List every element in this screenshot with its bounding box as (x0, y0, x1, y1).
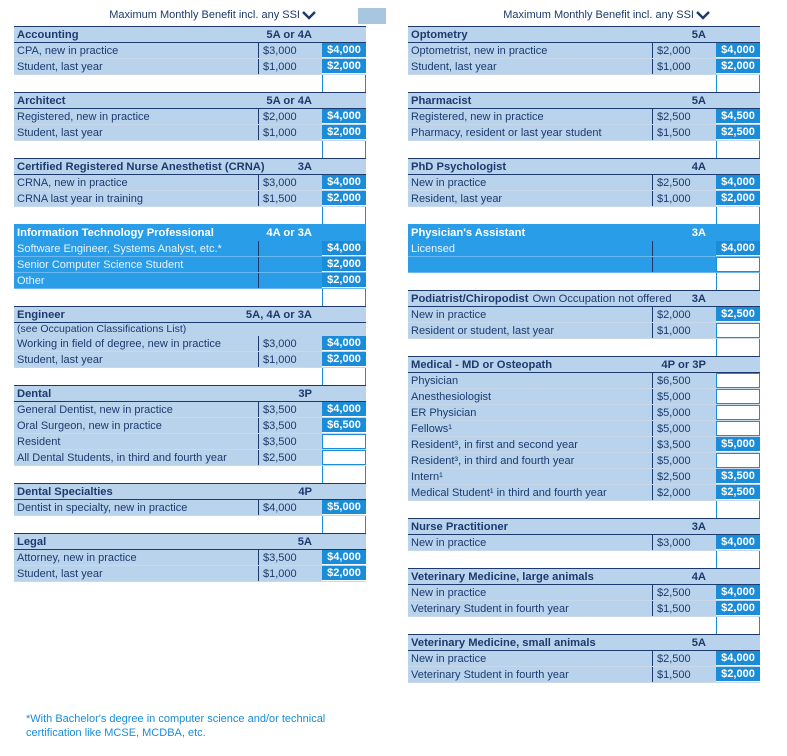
section-title (14, 533, 366, 550)
benefit-row (14, 402, 366, 418)
section-title-note: Own Occupation not offered (532, 292, 672, 305)
alt-benefit-amount: $5,000 (322, 500, 366, 515)
occupation-class-grade: 5A, 4A or 3A (245, 308, 312, 321)
section-spacer (14, 466, 366, 483)
alt-benefit-amount (716, 405, 760, 420)
benefit-header-label: Maximum Monthly Benefit incl. any SSI (503, 9, 694, 21)
section-title-text: Dental (17, 387, 52, 400)
occupation-section (14, 224, 366, 289)
benefit-row-label: Medical Student¹ in third and fourth year (411, 486, 607, 499)
alt-benefit-amount (716, 373, 760, 388)
benefit-row (14, 109, 366, 125)
alt-column-gap (716, 273, 760, 290)
occupation-class-grade: 5A (691, 94, 706, 107)
benefit-amount: $2,500 (652, 109, 714, 124)
benefit-row (408, 651, 760, 667)
section-spacer (14, 75, 366, 92)
benefit-row (408, 405, 760, 421)
alt-column-gap (322, 368, 366, 385)
section-title (408, 92, 760, 109)
benefit-row (408, 241, 760, 257)
section-title (408, 356, 760, 373)
benefit-amount: $3,000 (258, 175, 320, 190)
occupation-class-grade: 4A or 3A (266, 226, 312, 239)
occupation-section (408, 224, 760, 273)
benefit-row-label: Resident³, in third and fourth year (411, 454, 575, 467)
benefit-amount: $3,000 (652, 535, 714, 550)
section-title-text: Optometry (411, 28, 468, 41)
benefit-row (14, 125, 366, 141)
occupation-section (14, 483, 366, 516)
benefit-amount: $5,000 (652, 405, 714, 420)
alt-benefit-amount: $4,000 (716, 175, 760, 190)
alt-benefit-amount: $2,000 (322, 257, 366, 272)
section-spacer (14, 141, 366, 158)
benefit-amount: $1,000 (258, 566, 320, 581)
benefit-row (14, 418, 366, 434)
alt-benefit-amount: $4,500 (716, 109, 760, 124)
benefit-amount: $3,000 (258, 336, 320, 351)
benefit-row (14, 550, 366, 566)
section-title (14, 483, 366, 500)
section-title (14, 306, 366, 323)
occupation-class-grade: 4A (691, 160, 706, 173)
section-spacer (408, 207, 760, 224)
occupation-section (14, 92, 366, 141)
benefit-row-label: Resident (17, 435, 61, 448)
alt-benefit-amount: $4,000 (322, 550, 366, 565)
benefit-row (408, 59, 760, 75)
occupation-class-grade: 4P or 3P (661, 358, 706, 371)
section-spacer (14, 368, 366, 385)
benefit-row-label: Registered, new in practice (411, 110, 544, 123)
alt-benefit-amount: $4,000 (322, 109, 366, 124)
alt-benefit-amount: $2,000 (716, 191, 760, 206)
alt-benefit-amount (716, 257, 760, 272)
alt-column-gap (322, 516, 366, 533)
benefit-row (14, 175, 366, 191)
benefit-amount: $4,000 (258, 500, 320, 515)
benefit-row-label: New in practice (411, 176, 487, 189)
occupation-class-grade: 4P (298, 485, 312, 498)
benefit-row (408, 667, 760, 683)
section-title-text: Architect (17, 94, 66, 107)
occupation-class-grade: 5A (297, 535, 312, 548)
benefit-row-label: Oral Surgeon, new in practice (17, 419, 162, 432)
benefit-row (408, 125, 760, 141)
benefit-amount: $1,000 (258, 125, 320, 140)
benefit-row-label: Optometrist, new in practice (411, 44, 548, 57)
benefit-amount: $1,000 (652, 191, 714, 206)
alt-benefit-amount (716, 453, 760, 468)
occupation-section (408, 518, 760, 551)
alt-benefit-amount: $2,000 (716, 667, 760, 682)
benefit-amount: $2,500 (652, 175, 714, 190)
alt-benefit-amount: $4,000 (322, 336, 366, 351)
section-spacer (14, 289, 366, 306)
benefit-amount: $2,500 (652, 585, 714, 600)
benefit-row-label: Resident³, in first and second year (411, 438, 578, 451)
benefit-row-label: Anesthesiologist (411, 390, 492, 403)
section-title-text: Pharmacist (411, 94, 472, 107)
section-subtitle: (see Occupation Classifications List) (14, 323, 366, 336)
benefit-amount: $2,500 (652, 651, 714, 666)
occupation-class-grade: 5A (691, 636, 706, 649)
footnote: *With Bachelor's degree in computer science and/or technical certification like MCSE, MCDBA, etc. (26, 713, 326, 739)
section-spacer (408, 273, 760, 290)
benefit-row (408, 109, 760, 125)
alt-benefit-amount: $2,000 (322, 191, 366, 206)
benefit-row (14, 241, 366, 257)
benefit-row (408, 43, 760, 59)
alt-benefit-amount: $2,500 (716, 125, 760, 140)
benefit-row-label: Resident or student, last year (411, 324, 555, 337)
occupation-class-grade: 5A or 4A (266, 28, 312, 41)
alt-benefit-amount: $2,000 (322, 352, 366, 367)
alt-benefit-amount (716, 389, 760, 404)
benefit-amount: $1,500 (652, 125, 714, 140)
right-sections (408, 26, 760, 683)
benefit-row-label: Veterinary Student in fourth year (411, 602, 569, 615)
benefit-row-label: Pharmacy, resident or last year student (411, 126, 602, 139)
benefit-row-label: Physician (411, 374, 459, 387)
alt-benefit-amount: $4,000 (322, 402, 366, 417)
occupation-class-grade: 3A (691, 292, 706, 305)
occupation-class-grade: 5A or 4A (266, 94, 312, 107)
alt-benefit-amount (322, 434, 366, 449)
section-title (408, 518, 760, 535)
benefit-row-label: Student, last year (17, 126, 103, 139)
column-header (14, 6, 366, 26)
alt-column-gap (322, 141, 366, 158)
alt-benefit-amount: $4,000 (716, 241, 760, 256)
chevron-down-icon[interactable] (302, 10, 316, 20)
benefit-row-label: CRNA, new in practice (17, 176, 128, 189)
alt-column-gap (716, 141, 760, 158)
section-title-text: Information Technology Professional (17, 226, 214, 239)
benefit-row (14, 43, 366, 59)
section-title-text: Engineer (17, 308, 65, 321)
benefit-row-label: General Dentist, new in practice (17, 403, 173, 416)
section-title-text: Veterinary Medicine, small animals (411, 636, 596, 649)
benefit-row-label: Intern¹ (411, 470, 443, 483)
section-spacer (14, 516, 366, 533)
benefit-row (14, 352, 366, 368)
alt-benefit-amount (322, 450, 366, 465)
benefit-row (408, 373, 760, 389)
benefit-amount: $5,000 (652, 421, 714, 436)
occupation-section (408, 356, 760, 501)
occupation-section (14, 158, 366, 207)
occupation-class-grade: 5A (691, 28, 706, 41)
benefit-row-label: All Dental Students, in third and fourth year (17, 451, 227, 464)
benefit-amount: $6,500 (652, 373, 714, 388)
alt-benefit-amount: $4,000 (322, 175, 366, 190)
benefit-row (408, 191, 760, 207)
benefit-row-label: Student, last year (17, 60, 103, 73)
occupation-section (14, 533, 366, 582)
column-header (408, 6, 760, 26)
alt-benefit-amount: $5,000 (716, 437, 760, 452)
benefit-row-label: Resident, last year (411, 192, 503, 205)
benefit-row (14, 336, 366, 352)
right-column (408, 6, 760, 683)
section-title-text: Nurse Practitioner (411, 520, 508, 533)
section-title (408, 568, 760, 585)
occupation-class-grade: 4A (691, 570, 706, 583)
benefit-amount (258, 273, 320, 288)
benefit-amount: $3,500 (258, 418, 320, 433)
benefit-row-label: Other (17, 274, 45, 287)
occupation-section (14, 26, 366, 75)
benefit-row (408, 453, 760, 469)
benefit-row (408, 585, 760, 601)
benefit-amount (258, 241, 320, 256)
benefit-amount (258, 257, 320, 272)
benefit-row-label: Working in field of degree, new in practice (17, 337, 222, 350)
section-title-text: Medical - MD or Osteopath (411, 358, 553, 371)
section-spacer (408, 339, 760, 356)
section-spacer (408, 75, 760, 92)
alt-column-gap (322, 466, 366, 483)
benefit-amount: $3,500 (258, 434, 320, 449)
benefit-row (408, 469, 760, 485)
benefit-row-label: New in practice (411, 308, 487, 321)
section-title (408, 158, 760, 175)
benefit-amount: $1,000 (652, 59, 714, 74)
benefit-row (14, 500, 366, 516)
benefit-amount: $2,500 (652, 469, 714, 484)
benefit-row (408, 323, 760, 339)
benefit-row-label: ER Physician (411, 406, 477, 419)
alt-benefit-amount (716, 421, 760, 436)
occupation-section (14, 306, 366, 368)
benefit-amount: $1,000 (258, 352, 320, 367)
benefit-row (408, 257, 760, 273)
left-column (14, 6, 366, 582)
benefit-row-label: CRNA last year in training (17, 192, 143, 205)
benefit-row (408, 421, 760, 437)
alt-benefit-amount: $2,000 (716, 601, 760, 616)
alt-benefit-amount: $4,000 (716, 651, 760, 666)
benefit-row-label: Attorney, new in practice (17, 551, 137, 564)
benefit-amount: $3,000 (258, 43, 320, 58)
benefit-row (14, 434, 366, 450)
benefit-row-label: CPA, new in practice (17, 44, 119, 57)
benefit-row-label: Student, last year (17, 353, 103, 366)
occupation-section (408, 158, 760, 207)
benefit-header-label: Maximum Monthly Benefit incl. any SSI (109, 9, 300, 21)
benefit-row-label: Registered, new in practice (17, 110, 150, 123)
section-title (14, 224, 366, 241)
benefit-amount: $1,500 (652, 601, 714, 616)
occupation-class-grade: 3P (298, 387, 312, 400)
left-sections (14, 26, 366, 582)
benefit-row (408, 601, 760, 617)
benefit-row-label: Licensed (411, 242, 456, 255)
alt-benefit-amount (716, 323, 760, 338)
section-title (408, 634, 760, 651)
benefit-row (14, 450, 366, 466)
alt-column-gap (716, 207, 760, 224)
alt-benefit-amount: $2,000 (322, 59, 366, 74)
benefit-amount: $2,000 (258, 109, 320, 124)
benefit-row (408, 535, 760, 551)
benefit-amount: $2,000 (652, 485, 714, 500)
chevron-down-icon[interactable] (696, 10, 710, 20)
benefit-row-label: Dentist in specialty, new in practice (17, 501, 188, 514)
section-spacer (408, 551, 760, 568)
section-title-text: Physician's Assistant (411, 226, 526, 239)
benefit-amount: $2,000 (652, 43, 714, 58)
benefit-row-label: Fellows¹ (411, 422, 452, 435)
benefit-row (14, 566, 366, 582)
alt-benefit-amount: $2,000 (322, 273, 366, 288)
alt-column-gap (716, 617, 760, 634)
section-spacer (408, 501, 760, 518)
benefit-row (408, 437, 760, 453)
section-title (14, 158, 366, 175)
benefit-amount: $1,500 (258, 191, 320, 206)
section-title-text: Podiatrist/Chiropodist (411, 292, 529, 305)
benefit-row-label: Student, last year (17, 567, 103, 580)
alt-column-gap (716, 75, 760, 92)
alt-benefit-amount: $6,500 (322, 418, 366, 433)
section-title (14, 92, 366, 109)
occupation-section (408, 26, 760, 75)
section-title (408, 290, 760, 307)
section-title (14, 26, 366, 43)
benefit-amount: $2,500 (258, 450, 320, 465)
benefit-amount: $3,500 (258, 550, 320, 565)
benefit-amount: $3,500 (652, 437, 714, 452)
benefit-row-label: New in practice (411, 652, 487, 665)
occupation-section (408, 290, 760, 339)
occupation-class-grade: 3A (297, 160, 312, 173)
section-title-text: Accounting (17, 28, 79, 41)
section-title-text: Certified Registered Nurse Anesthetist (CRNA) (17, 160, 265, 173)
benefit-row-label: Software Engineer, Systems Analyst, etc.* (17, 242, 222, 255)
alt-benefit-amount: $2,500 (716, 485, 760, 500)
occupation-section (408, 92, 760, 141)
occupation-section (408, 568, 760, 617)
section-title-text: PhD Psychologist (411, 160, 507, 173)
alt-column-gap (322, 75, 366, 92)
benefit-amount: $5,000 (652, 453, 714, 468)
occupation-class-grade: 3A (691, 520, 706, 533)
alt-benefit-amount: $2,000 (322, 125, 366, 140)
benefit-row-label: New in practice (411, 536, 487, 549)
alt-column-gap (322, 207, 366, 224)
alt-column-gap (716, 551, 760, 568)
occupation-class-grade: 3A (691, 226, 706, 239)
alt-benefit-amount: $3,500 (716, 469, 760, 484)
benefit-row (408, 485, 760, 501)
alt-benefit-amount: $2,000 (716, 59, 760, 74)
benefit-amount (652, 257, 714, 272)
benefit-row (408, 307, 760, 323)
benefit-row (14, 59, 366, 75)
benefit-row (14, 191, 366, 207)
section-title (408, 224, 760, 241)
section-title (14, 385, 366, 402)
benefit-amount: $1,000 (652, 323, 714, 338)
benefit-row (14, 273, 366, 289)
benefit-row-label: Senior Computer Science Student (17, 258, 184, 271)
alt-column-gap (716, 339, 760, 356)
section-spacer (408, 617, 760, 634)
alt-benefit-amount: $2,500 (716, 307, 760, 322)
alt-benefit-amount: $4,000 (716, 43, 760, 58)
benefit-row (408, 175, 760, 191)
section-title-text: Veterinary Medicine, large animals (411, 570, 594, 583)
alt-column-gap (322, 289, 366, 306)
alt-benefit-amount: $2,000 (322, 566, 366, 581)
benefit-row-label: New in practice (411, 586, 487, 599)
benefit-row-label: Student, last year (411, 60, 497, 73)
benefit-amount: $3,500 (258, 402, 320, 417)
section-spacer (14, 207, 366, 224)
section-spacer (408, 141, 760, 158)
benefit-amount: $2,000 (652, 307, 714, 322)
legend-swatch (358, 8, 386, 24)
benefit-amount: $5,000 (652, 389, 714, 404)
alt-benefit-amount: $4,000 (322, 43, 366, 58)
section-title-text: Dental Specialties (17, 485, 113, 498)
benefit-row-label: Veterinary Student in fourth year (411, 668, 569, 681)
occupation-section (14, 385, 366, 466)
benefit-row (14, 257, 366, 273)
alt-benefit-amount: $4,000 (322, 241, 366, 256)
section-title (408, 26, 760, 43)
benefit-amount (652, 241, 714, 256)
section-title-text: Legal (17, 535, 47, 548)
benefit-row (408, 389, 760, 405)
alt-column-gap (716, 501, 760, 518)
benefit-amount: $1,000 (258, 59, 320, 74)
alt-benefit-amount: $4,000 (716, 535, 760, 550)
occupation-section (408, 634, 760, 683)
alt-benefit-amount: $4,000 (716, 585, 760, 600)
benefit-amount: $1,500 (652, 667, 714, 682)
